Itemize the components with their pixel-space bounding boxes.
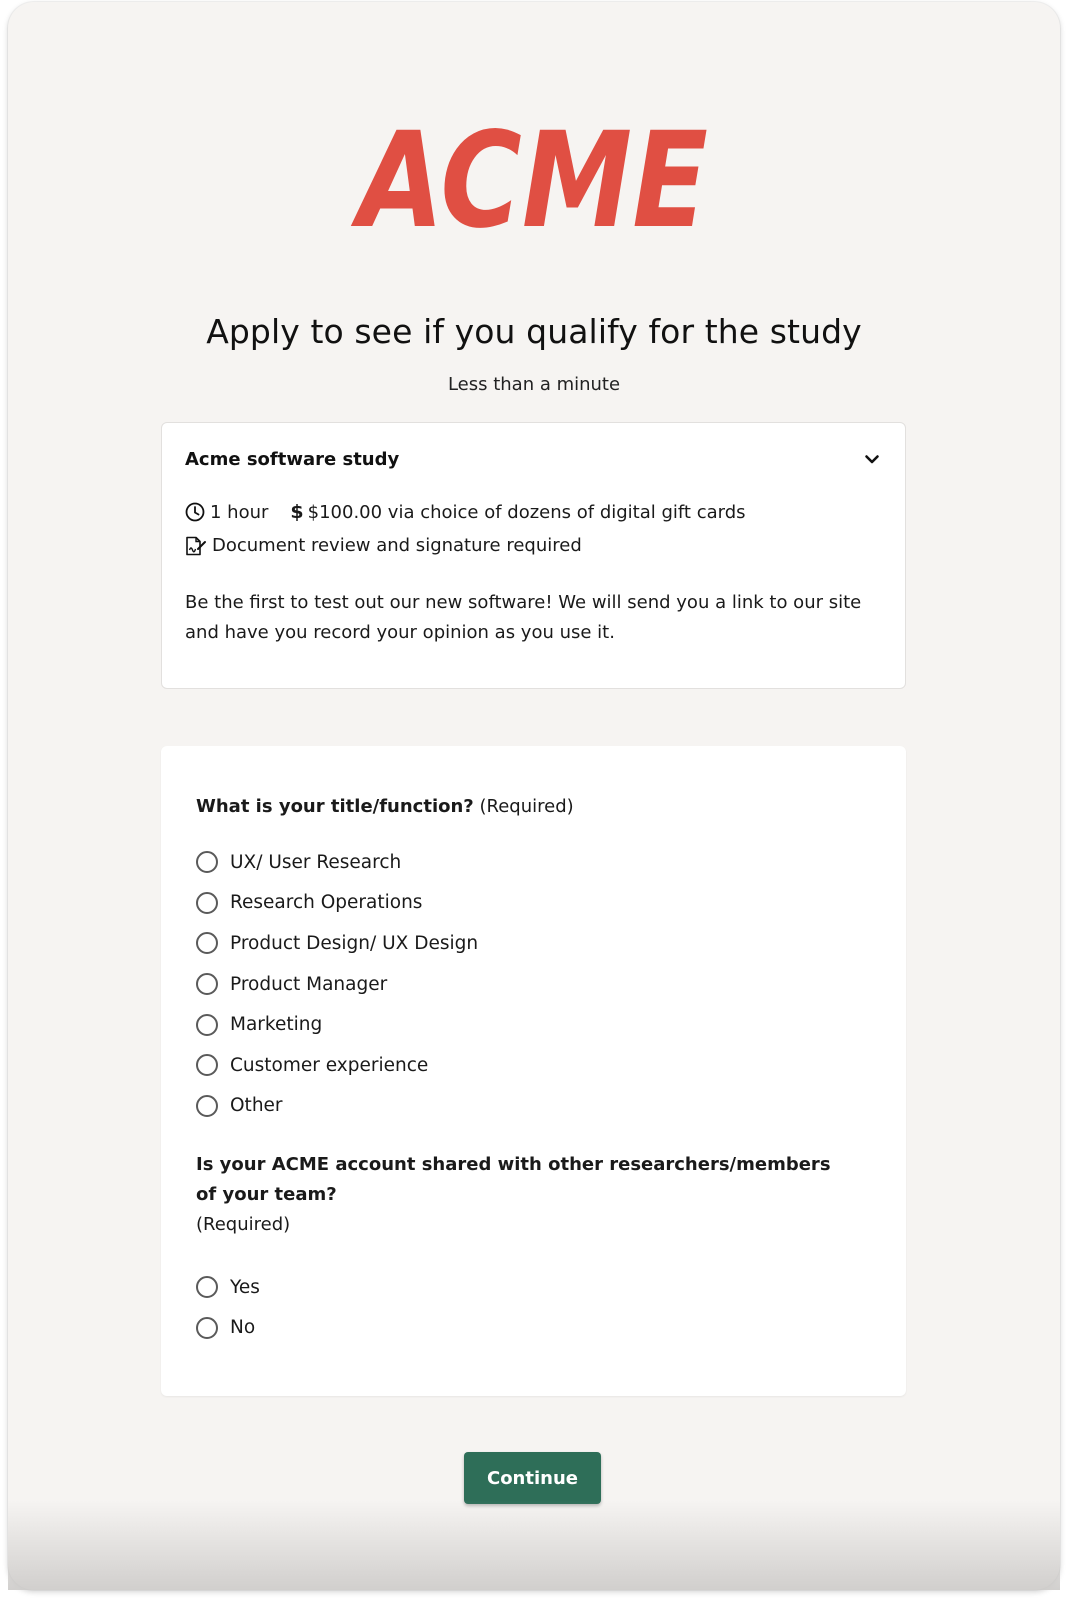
requirement-text: Document review and signature required (212, 535, 582, 556)
option-label: Marketing (230, 1014, 323, 1036)
option-label: Research Operations (230, 892, 423, 914)
option-label: Product Design/ UX Design (230, 932, 479, 954)
dollar-icon: $ (290, 501, 304, 523)
option-ux-user-research[interactable] (196, 842, 478, 883)
question-text: What is your title/function? (196, 796, 474, 817)
document-sign-icon (185, 536, 207, 556)
study-incentive (290, 501, 745, 523)
option-marketing[interactable] (196, 1004, 478, 1045)
screener-form (161, 746, 906, 1396)
radio-button[interactable] (196, 973, 218, 995)
study-duration (185, 502, 268, 523)
study-name: Acme software study (185, 449, 400, 470)
required-label: (Required) (479, 796, 574, 817)
study-requirement (185, 535, 582, 556)
page-frame (8, 2, 1060, 1590)
account-shared-options (196, 1267, 260, 1348)
title-function-options (196, 842, 478, 1126)
radio-button[interactable] (196, 932, 218, 954)
option-label: Customer experience (230, 1054, 429, 1076)
radio-button[interactable] (196, 1317, 218, 1339)
study-summary-card (161, 422, 906, 689)
question-title-function (196, 792, 856, 822)
clock-icon (185, 502, 205, 522)
acme-logo (350, 104, 713, 258)
option-no[interactable] (196, 1308, 260, 1349)
incentive-text: $100.00 via choice of dozens of digital gift cards (307, 501, 746, 523)
option-label: Yes (230, 1276, 260, 1298)
radio-button[interactable] (196, 892, 218, 914)
study-description: Be the first to test out our new software! We will send you a link to our site and have you record your opinion as you use it. (185, 592, 862, 643)
option-label: Product Manager (230, 973, 388, 995)
option-customer-experience[interactable] (196, 1045, 478, 1086)
option-product-design[interactable] (196, 923, 478, 964)
chevron-down-icon[interactable] (862, 450, 882, 470)
radio-button[interactable] (196, 851, 218, 873)
question-text: Is your ACME account shared with other researchers/members of your team? (196, 1154, 831, 1205)
logo-text: ACME (350, 104, 708, 258)
option-other[interactable] (196, 1086, 478, 1127)
radio-button[interactable] (196, 1014, 218, 1036)
radio-button[interactable] (196, 1095, 218, 1117)
option-research-operations[interactable] (196, 883, 478, 924)
page-title: Apply to see if you qualify for the study (206, 312, 862, 351)
radio-button[interactable] (196, 1276, 218, 1298)
radio-button[interactable] (196, 1054, 218, 1076)
duration-text: 1 hour (210, 501, 269, 523)
continue-button[interactable]: Continue (464, 1452, 601, 1504)
required-label: (Required) (196, 1214, 291, 1235)
question-account-shared (196, 1150, 856, 1240)
option-yes[interactable] (196, 1267, 260, 1308)
option-product-manager[interactable] (196, 964, 478, 1005)
option-label: No (230, 1317, 256, 1339)
option-label: UX/ User Research (230, 851, 402, 873)
duration-note: Less than a minute (447, 374, 621, 395)
option-label: Other (230, 1095, 283, 1117)
